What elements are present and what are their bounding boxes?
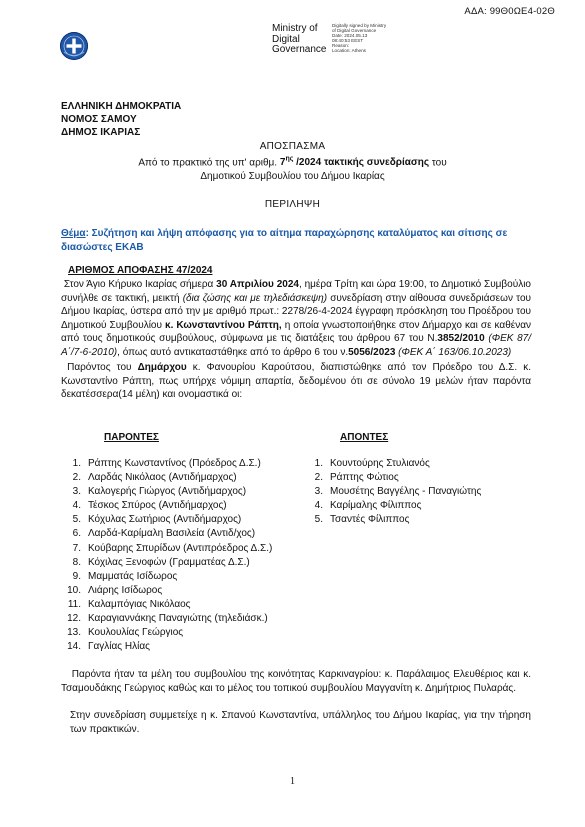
signature-organization bbox=[272, 24, 326, 56]
municipality-line: ΔΗΜΟΣ ΙΚΑΡΙΑΣ bbox=[61, 127, 141, 139]
government-heading bbox=[61, 100, 181, 140]
ada-code: ΑΔΑ: 99Θ0ΩΕ4-02Θ bbox=[464, 6, 555, 17]
law-1: 3852/2010 bbox=[437, 333, 485, 344]
member-number: 2. bbox=[72, 472, 81, 484]
member-name: Μουσέτης Βαγγέλης - Παναγιώτης bbox=[330, 486, 482, 498]
present-member-item bbox=[54, 556, 272, 570]
present-member-item bbox=[54, 499, 272, 513]
member-number: 3. bbox=[72, 486, 81, 498]
hellenic-emblem-icon bbox=[60, 32, 88, 60]
minutes-session: /2024 τακτικής συνεδρίασης bbox=[293, 157, 430, 169]
prefecture-line: ΝΟΜΟΣ ΣΑΜΟΥ bbox=[61, 114, 137, 126]
present-member-item bbox=[54, 640, 272, 654]
minutes-post: του bbox=[429, 157, 447, 169]
p2-text: κ. Φανουρίου Καρούτσου, διαπιστώθηκε από τον Πρόεδρο του Δ.Σ. κ. Κωνσταντίνο Ράπτη, πως υπήρχε νόμιμη απαρτία, δεδομένου ότι σε σύνολο 19 μελών ήταν παρόντα δεκατέσσερα(14 μέλη) και ονομαστικά οι: bbox=[61, 362, 531, 400]
p1-text: Στον Άγιο Κήρυκο Ικαρίας σήμερα bbox=[63, 279, 217, 290]
summary-title: ΠΕΡΙΛΗΨΗ bbox=[264, 199, 321, 210]
law-2: 5056/2023 bbox=[348, 346, 396, 358]
member-name: Καραγιαννάκης Παναγιώτης (τηλεδιάσκ.) bbox=[88, 613, 268, 625]
minutes-ordinal: ης bbox=[285, 156, 294, 163]
meeting-mode: (δια ζώσης και με τηλεδιάσκεψη) bbox=[182, 292, 328, 304]
member-name: Κούβαρης Σπυρίδων (Αντιπρόεδρος Δ.Σ.) bbox=[88, 542, 273, 554]
member-number: 12. bbox=[67, 613, 81, 625]
absent-heading: ΑΠΟΝΤΕΣ bbox=[340, 432, 389, 443]
present-member-item bbox=[54, 598, 272, 612]
member-number: 6. bbox=[72, 528, 81, 540]
member-name: Καλαμπόγιας Νικόλαος bbox=[88, 598, 191, 610]
member-name: Καρίμαλης Φίλιππος bbox=[330, 500, 422, 512]
present-member-item bbox=[54, 527, 272, 541]
member-number: 10. bbox=[67, 584, 81, 596]
member-name: Τσαντές Φίλιππος bbox=[330, 514, 410, 526]
present-members-list bbox=[54, 457, 272, 654]
member-number: 1. bbox=[72, 458, 81, 469]
p1-text: η οποία γνωστοποιήθηκε στον Δήμαρχο και σε καθέναν από τους δημοτικούς συμβούλους, σύμφωνα με τις διατάξεις του άρθρου 67 του Ν. bbox=[61, 319, 532, 344]
p1-text: συνεδρίαση στην αίθουσα συνεδριάσεων του Δήμου Ικαρίας, ύστερα από την με αριθμό πρωτ.: 2278/26-4-2024 έγγραφη πρόσκληση του Προέδρου του Δημοτικού Συμβουλίου bbox=[61, 292, 531, 331]
meeting-paragraph bbox=[61, 278, 531, 359]
member-name: Κόχιλας Ξενοφών (Γραμματέας Δ.Σ.) bbox=[88, 556, 250, 568]
absent-member-item bbox=[296, 485, 481, 499]
member-name: Κουλουλίας Γεώργιος bbox=[88, 627, 184, 639]
member-name: Λαρδά-Καρίμαλη Βασιλεία (Αντιδ/χος) bbox=[88, 528, 256, 540]
member-name: Κουντούρης Στυλιανός bbox=[330, 458, 430, 469]
extract-title: ΑΠΟΣΠΑΣΜΑ bbox=[259, 141, 326, 152]
member-number: 3. bbox=[314, 486, 323, 498]
signature-detail-line: Reason: bbox=[332, 43, 350, 48]
member-number: 5. bbox=[72, 514, 81, 526]
signature-detail-line: Digitally signed by Ministry bbox=[332, 23, 387, 28]
decision-number: ΑΡΙΘΜΟΣ ΑΠΟΦΑΣΗΣ 47/2024 bbox=[68, 265, 213, 276]
member-name: Τέσκος Σπύρος (Αντιδήμαρχος) bbox=[88, 500, 227, 512]
member-name: Γαγλίας Ηλίας bbox=[88, 641, 150, 653]
member-name: Κόχυλας Σωτήριος (Αντιδήμαρχος) bbox=[88, 514, 242, 526]
signature-detail-line: Location: Athens bbox=[332, 48, 366, 53]
present-member-item bbox=[54, 570, 272, 584]
present-member-item bbox=[54, 485, 272, 499]
member-name: Λαρδάς Νικόλαος (Αντιδήμαρχος) bbox=[88, 472, 237, 484]
member-name: Ράπτης Κωνσταντίνος (Πρόεδρος Δ.Σ.) bbox=[88, 458, 261, 469]
member-name: Καλογερής Γιώργος (Αντιδήμαρχος) bbox=[88, 486, 247, 498]
p3-text: Παρόντα ήταν τα μέλη του συμβουλίου της κοινότητας Καρκιναγρίου: κ. Παράλαιμος Ελευθέριος και κ. Τσαμουδάκης Γεώργιος καθώς και το μέλος του τοπικού συμβουλίου Μαγγανίτη κ. Δημήτριος Πυλαράς. bbox=[61, 669, 531, 694]
minutes-reference bbox=[0, 153, 585, 184]
minutes-council: Δημοτικού Συμβουλίου του Δήμου Ικαρίας bbox=[200, 170, 385, 182]
member-number: 13. bbox=[67, 627, 81, 639]
quorum-paragraph bbox=[61, 361, 531, 402]
member-number: 9. bbox=[72, 570, 81, 582]
signature-detail-line: 08:40:53 EEST bbox=[332, 38, 364, 43]
law-2-fek: (ΦΕΚ Α΄ 163/06.10.2023) bbox=[395, 346, 512, 358]
signature-detail-line: of Digital Governance bbox=[332, 28, 377, 33]
absent-member-item bbox=[296, 457, 481, 471]
present-member-item bbox=[54, 542, 272, 556]
present-heading: ΠΑΡΟΝΤΕΣ bbox=[104, 432, 159, 443]
member-number: 8. bbox=[72, 556, 81, 568]
republic-line: ΕΛΛΗΝΙΚΗ ΔΗΜΟΚΡΑΤΙΑ bbox=[61, 101, 182, 112]
subject-text: : Συζήτηση και λήψη απόφασης για το αίτημα παραχώρησης καταλύματος και σίτισης σε διασώστες ΕΚΑΒ bbox=[61, 228, 508, 253]
signature-details bbox=[332, 23, 386, 53]
mayor-label: Δημάρχου bbox=[137, 362, 187, 373]
p2-text: Παρόντος του bbox=[67, 362, 138, 373]
page-number: 1 bbox=[290, 776, 295, 787]
subject bbox=[61, 227, 531, 254]
member-number: 11. bbox=[67, 598, 81, 610]
p1-text: , ημέρα Τρίτη και ώρα 19:00, το Δημοτικό Συμβούλιο συνήλθε σε τακτική, μεικτή bbox=[61, 279, 531, 304]
minutes-number: 7 bbox=[279, 157, 286, 169]
community-members-paragraph bbox=[61, 668, 531, 695]
member-number: 14. bbox=[67, 641, 81, 653]
present-member-item bbox=[54, 626, 272, 640]
signature-org-line: Ministry of bbox=[272, 23, 318, 34]
member-number: 7. bbox=[72, 542, 81, 554]
absent-members-list bbox=[296, 457, 481, 527]
absent-member-item bbox=[296, 499, 481, 513]
law-1-fek: (ΦΕΚ 87/Α΄/7-6-2010) bbox=[61, 333, 532, 358]
member-number: 2. bbox=[314, 472, 323, 484]
present-member-item bbox=[54, 513, 272, 527]
member-name: Ράπτης Φώτιος bbox=[330, 472, 399, 484]
minutes-pre: Από το πρακτικό της υπ' αριθμ. bbox=[138, 157, 280, 169]
signature-detail-line: Date: 2024.05.13 bbox=[332, 33, 368, 38]
member-number: 4. bbox=[72, 500, 81, 512]
p1-text: , όπως αυτό αντικαταστάθηκε από το άρθρο 6 του ν. bbox=[117, 346, 349, 358]
member-number: 4. bbox=[314, 500, 323, 512]
subject-label: Θέμα bbox=[61, 228, 86, 239]
present-member-item bbox=[54, 584, 272, 598]
present-member-item bbox=[54, 457, 272, 471]
meeting-date: 30 Απριλίου 2024 bbox=[216, 279, 299, 290]
member-name: Μαμματάς Ισίδωρος bbox=[88, 570, 178, 582]
absent-member-item bbox=[296, 471, 481, 485]
member-name: Λιάρης Ισίδωρος bbox=[88, 584, 163, 596]
member-number: 5. bbox=[314, 514, 323, 526]
president-name: κ. Κωνσταντίνου Ράπτη, bbox=[165, 319, 282, 331]
signature-org-line: Governance bbox=[272, 44, 327, 55]
member-number: 1. bbox=[314, 458, 323, 469]
absent-member-item bbox=[296, 513, 481, 527]
secretary-paragraph: Στην συνεδρίαση συμμετείχε η κ. Σπανού Κωνσταντίνα, υπάλληλος του Δήμου Ικαρίας, για την τήρηση των πρακτικών. bbox=[70, 710, 531, 735]
present-member-item bbox=[54, 471, 272, 485]
present-member-item bbox=[54, 612, 272, 626]
signature-org-line: Digital bbox=[272, 33, 300, 45]
